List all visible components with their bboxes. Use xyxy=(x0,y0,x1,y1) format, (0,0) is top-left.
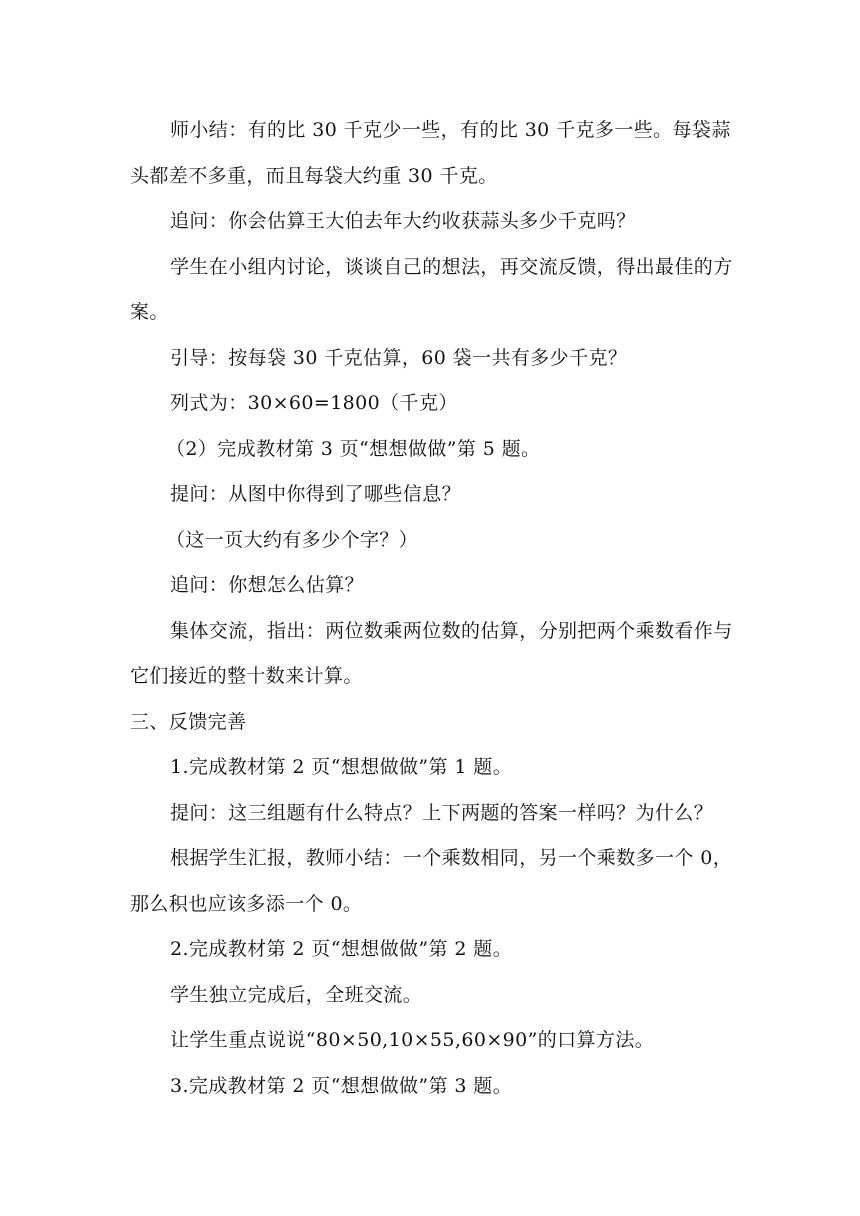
paragraph-exercise-1: 1.完成教材第 2 页“想想做做”第 1 题。 xyxy=(170,756,513,778)
paragraph-teacher-summary: 师小结：有的比 30 千克少一些，有的比 30 千克多一些。每袋蒜头都差不多重，而且每袋大约重 30 千克。 xyxy=(130,119,731,187)
section-heading-feedback: 三、反馈完善 xyxy=(130,710,247,733)
paragraph-follow-up-question: 追问：你会估算王大伯去年大约收获蒜头多少千克吗？ xyxy=(170,210,636,232)
paragraph-equation: 列式为：30×60=1800（千克） xyxy=(170,392,458,414)
paragraph-independent-work: 学生独立完成后，全班交流。 xyxy=(170,983,423,1006)
paragraph-exercise-5: （2）完成教材第 3 页“想想做做”第 5 题。 xyxy=(166,437,541,460)
paragraph-oral-calculation: 让学生重点说说“80×50,10×55,60×90”的口算方法。 xyxy=(170,1029,655,1051)
paragraph-group-discussion: 学生在小组内讨论，谈谈自己的想法，再交流反馈，得出最佳的方案。 xyxy=(130,255,733,323)
paragraph-teacher-conclusion: 根据学生汇报，教师小结：一个乘数相同，另一个乘数多一个 0，那么积也应该多添一个 0。 xyxy=(130,847,733,915)
paragraph-question-info: 提问：从图中你得到了哪些信息？ xyxy=(170,483,462,505)
paragraph-estimate-question: 追问：你想怎么估算？ xyxy=(170,574,365,596)
paragraph-guidance: 引导：按每袋 30 千克估算，60 袋一共有多少千克？ xyxy=(170,346,628,369)
paragraph-word-count-question: （这一页大约有多少个字？） xyxy=(166,528,419,551)
paragraph-exercise-2: 2.完成教材第 2 页“想想做做”第 2 题。 xyxy=(170,938,513,960)
paragraph-three-groups-question: 提问：这三组题有什么特点？上下两题的答案一样吗？为什么？ xyxy=(170,801,714,824)
paragraph-exercise-3: 3.完成教材第 2 页“想想做做”第 3 题。 xyxy=(170,1074,513,1097)
paragraph-group-exchange: 集体交流，指出：两位数乘两位数的估算，分别把两个乘数看作与它们接近的整十数来计算。 xyxy=(130,619,733,687)
document-body xyxy=(130,108,750,1109)
